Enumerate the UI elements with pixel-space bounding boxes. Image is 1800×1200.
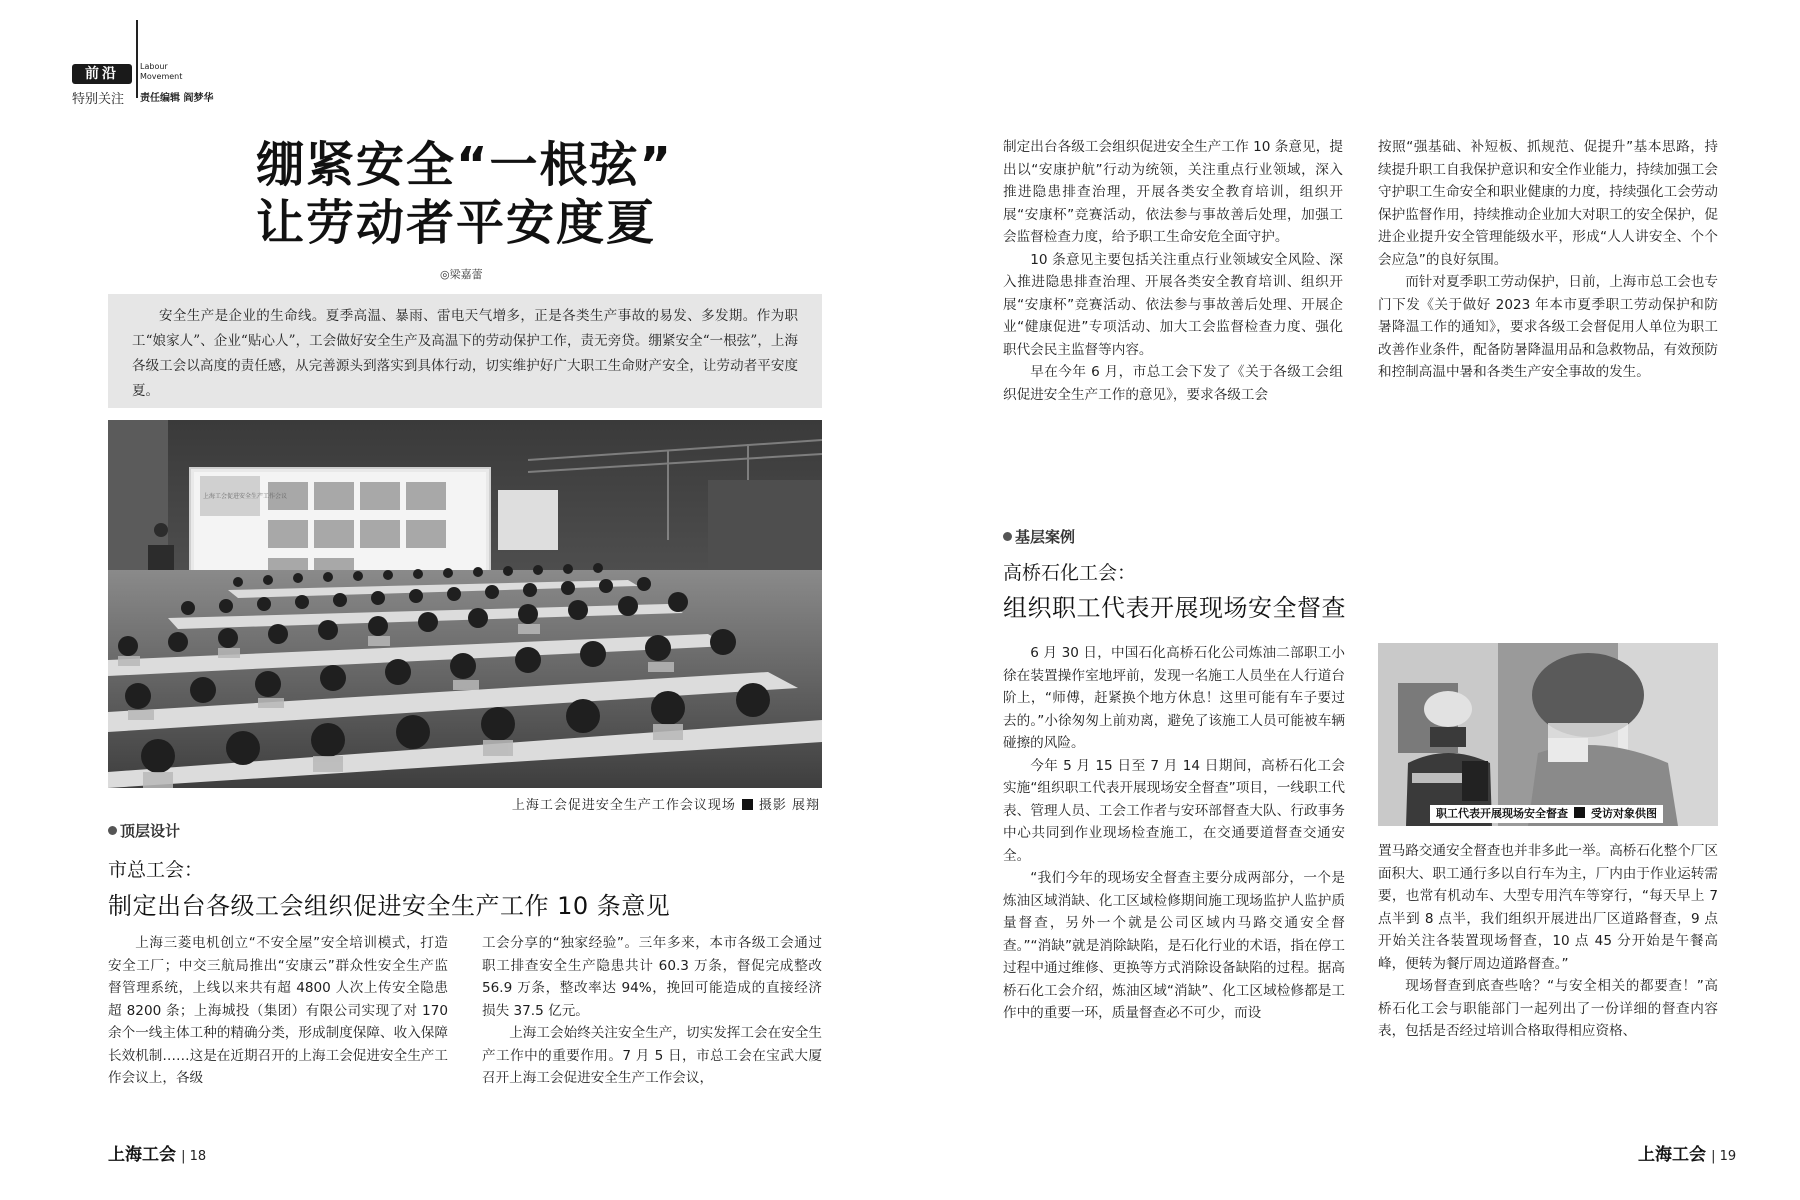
header-english [140,62,182,82]
inset-caption-text: 职工代表开展现场安全督查 [1436,807,1568,820]
screen-text: 上海工会促进安全生产工作会议 [203,493,288,500]
paragraph: 现场督查到底查些啥？“与安全相关的都要查！”高桥石化工会与职能部门一起列出了一份详细的督查内容表，包括是否经过培训合格取得相应资格、 [1378,978,1718,1039]
paragraph: 今年 5 月 15 日至 7 月 14 日期间，高桥石化工会实施“组织职工代表开展现场安全督查”项目，一线职工代表、管理人员、工会工作者与安环部督查大队、行政事务中心共同到作业现场检查施工，在交通要道督查交通安全。 [1003,757,1345,864]
page-number: 18 [189,1149,207,1164]
header-editor: 责任编辑 阎梦华 [140,93,214,104]
magazine-logo: 上海工会 [1638,1145,1706,1165]
byline: ◎梁嘉蕾 [440,268,483,281]
header-english-line: Labour [140,62,168,71]
caption-square-icon [742,799,753,810]
footer-left [108,1140,206,1165]
conference-photo [108,420,822,788]
page-number: 19 [1719,1149,1737,1164]
footer-right [1638,1140,1736,1165]
section2-column-2 [1378,840,1718,1043]
section-badge: 前沿 [72,64,132,84]
section-subhead: 市总工会： [108,859,204,881]
caption-square-icon [1574,807,1585,818]
section-label-text: 顶层设计 [120,822,181,840]
section-label-top-design [108,820,180,841]
section1-column-2 [482,932,822,1090]
title-line-2: 让劳动者平安度夏 [256,195,657,251]
section-subhead: 高桥石化工会： [1003,562,1137,584]
paragraph: 上海三菱电机创立“不安全屋”安全培训模式，打造安全工厂；中交三航局推出“安康云”群众性安全生产监督管理系统，上线以来共有超 4800 人次上传安全隐患超 8200 条；上海城投（集团）有限公司实现了对 170 余个一线主体工种的精确分类，形成制度保障、收入保障长效机制……这是在近期召开的上海工会促进安全生产工作会议上，各级 [108,935,448,1086]
section2-column-1 [1003,642,1345,1025]
intro-box [108,294,822,408]
paragraph: 10 条意见主要包括关注重点行业领域安全风险、深入推进隐患排查治理、开展各类安全教育培训、组织开展“安康杯”竞赛活动、依法参与事故善后处理、开展企业“健康促进”专项活动、加大工会监督检查力度、强化职代会民主监督等内容。 [1003,251,1343,358]
section1-column-1 [108,932,448,1090]
title-line-1: 绷紧安全“一根弦” [256,137,674,193]
paragraph: 按照“强基础、补短板、抓规范、促提升”基本思路，持续提升职工自我保护意识和安全作业能力，持续加强工会守护职工生命安全和职业健康的力度，持续强化工会劳动保护监督作用，持续推动企业加大对职工的安全保护，促进企业提升安全管理能级水平，形成“人人讲安全、个个会应急”的良好氛围。 [1378,139,1718,268]
right-column-2 [1378,136,1718,384]
photo-caption [380,794,820,813]
header-section-name: 特别关注 [72,92,125,107]
article-title [256,136,816,252]
paragraph: 早在今年 6 月，市总工会下发了《关于各级工会组织促进安全生产工作的意见》，要求各级工会 [1003,364,1343,403]
paragraph: 制定出台各级工会组织促进安全生产工作 10 条意见，提出以“安康护航”行动为统领，关注重点行业领域，深入推进隐患排查治理，开展各类安全教育培训，组织开展“安康杯”竞赛活动，依法参与事故善后处理，加强工会监督检查力度，给予职工生命安危全面守护。 [1003,139,1343,245]
photo-caption-text: 上海工会促进安全生产工作会议现场 [511,798,736,813]
header-english-line: Movement [140,72,183,81]
paragraph: “我们今年的现场安全督查主要分成两部分，一个是炼油区域消缺、化工区域检修期间施工现场监护人监护质量督查，另外一个就是公司区域内马路交通安全督查。”“消缺”就是消除缺陷，是石化行业的术语，指在停工过程中通过维修、更换等方式消除设备缺陷的过程。据高桥石化工会介绍，炼油区域“消缺”、化工区域检修都是工作中的重要一环，质量督查必不可少，而设 [1003,870,1345,1021]
inspection-photo [1378,643,1718,826]
bullet-dot-icon [108,826,117,835]
bullet-dot-icon [1003,532,1012,541]
section-label-text: 基层案例 [1015,528,1076,546]
inset-caption [1430,805,1663,823]
right-column-1 [1003,136,1343,406]
magazine-logo: 上海工会 [108,1145,176,1165]
section-headline: 制定出台各级工会组织促进安全生产工作 10 条意见 [108,892,671,920]
inset-credit: 受访对象供图 [1591,807,1657,820]
page-separator: | [181,1149,190,1164]
section-label-grassroots [1003,526,1075,547]
header-divider [136,20,138,98]
photo-credit: 摄影 展翔 [758,798,820,813]
paragraph: 6 月 30 日，中国石化高桥石化公司炼油二部职工小徐在装置操作室地坪前，发现一名施工人员坐在人行道台阶上，“师傅，赶紧换个地方休息！这里可能有车子要过去的。”小徐匆匆上前劝离，避免了该施工人员可能被车辆碰擦的风险。 [1003,645,1345,751]
paragraph: 上海工会始终关注安全生产，切实发挥工会在安全生产工作中的重要作用。7 月 5 日，市总工会在宝武大厦召开上海工会促进安全生产工作会议， [482,1025,822,1086]
paragraph: 置马路交通安全督查也并非多此一举。高桥石化整个厂区面积大、职工通行多以自行车为主，厂内由于作业运转需要，也常有机动车、大型专用汽车等穿行，“每天早上 7 点半到 8 点半，我们组织开展进出厂区道路督查，9 点开始关注各装置现场督查，10 点 45 分开始是午餐高峰，便转为餐厅周边道路督查。” [1378,843,1718,972]
intro-text: 安全生产是企业的生命线。夏季高温、暴雨、雷电天气增多，正是各类生产事故的易发、多发期。作为职工“娘家人”、企业“贴心人”，工会做好安全生产及高温下的劳动保护工作，责无旁贷。绷紧安全“一根弦”，上海各级工会以高度的责任感，从完善源头到落实到具体行动，切实维护好广大职工生命财产安全，让劳动者平安度夏。 [132,308,798,399]
page-separator: | [1711,1149,1720,1164]
paragraph: 而针对夏季职工劳动保护，日前，上海市总工会也专门下发《关于做好 2023 年本市夏季职工劳动保护和防暑降温工作的通知》，要求各级工会督促用人单位为职工改善作业条件，配备防暑降温用品和急救物品，有效预防和控制高温中暑和各类生产安全事故的发生。 [1378,274,1718,380]
section-headline: 组织职工代表开展现场安全督查 [1003,594,1346,622]
paragraph: 工会分享的“独家经验”。三年多来，本市各级工会通过职工排查安全生产隐患共计 60.3 万条，督促完成整改 56.9 万条，整改率达 94%，挽回可能造成的直接经济损失 37.5 亿元。 [482,935,822,1019]
